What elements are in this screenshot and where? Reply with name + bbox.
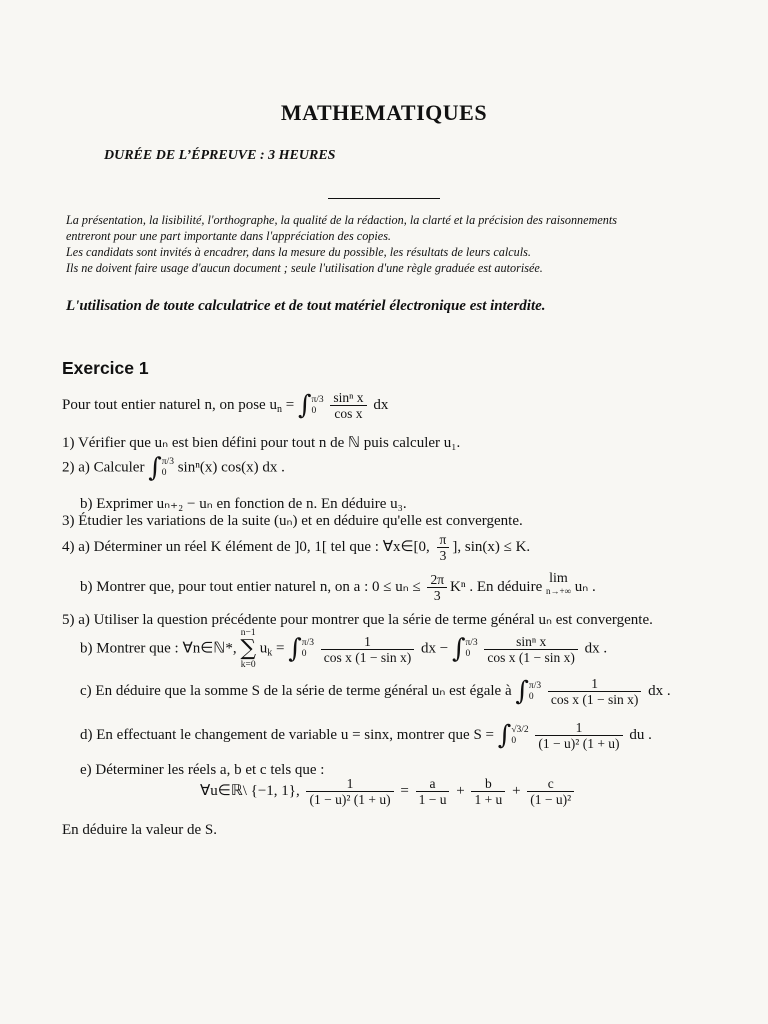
conclusion: En déduire la valeur de S. — [62, 822, 217, 838]
exercise-title: Exercice 1 — [62, 358, 149, 378]
question-5a: 5) a) Utiliser la question précédente pour montrer que la série de terme général uₙ est convergente. — [62, 612, 653, 628]
question-5e: e) Déterminer les réels a, b et c tels que : — [80, 762, 325, 778]
title-divider — [328, 198, 440, 199]
instruction-line: Ils ne doivent faire usage d'aucun document ; seule l'utilisation d'une règle graduée est autorisée. — [66, 261, 543, 275]
question-5d: d) En effectuant le changement de variable u = sinx, montrer que S = ∫√3/2 0 $\frac{1}{\text{(1 − u)² (1 + u)}}$ du . — [80, 720, 652, 751]
instruction-line: Les candidats sont invités à encadrer, dans la mesure du possible, les résultats de leurs calculs. — [66, 245, 531, 259]
exercise-intro: Pour tout entier naturel n, on pose $u_n = \int\pi/3$ 0 $\frac{\text{sinⁿ x}}{\text{cos x}}$ dx — [62, 390, 389, 421]
partial-fraction-equation: ∀u∈ℝ\ {−1, 1}, $\frac{1}{\text{(1 − u)² (1 + u)}}$ = $\frac{a}{1 - u}$ + $\frac{b}{1 + u}$ + $\frac{c}{\text{(1 − u)²}}$ — [200, 776, 577, 807]
question-5c: c) En déduire que la somme S de la série de terme général uₙ est égale à ∫π/3 0 $\frac{1}{\text{cos x (1 − sin x)}}$ dx . — [80, 676, 671, 707]
question-4a: 4) a) Déterminer un réel K élément de ]0, 1[ tel que : ∀x∈[0, $\frac{\pi}{3}$ ], sin(x) ≤ K. — [62, 532, 531, 563]
page-title: MATHEMATIQUES — [280, 100, 488, 125]
instruction-line: La présentation, la lisibilité, l'orthographe, la qualité de la rédaction, la clarté et la précision des raisonnements — [66, 213, 617, 227]
question-2b: b) Exprimer uₙ₊₂ − uₙ en fonction de n. En déduire u₃. — [80, 496, 407, 512]
instructions — [66, 212, 617, 276]
question-5b: b) Montrer que : ∀n∈ℕ*, n−1 ∑ k=0 $u_k = \int\pi/3$ 0 $\frac{1}{\text{cos x (1 − sin x)}}$ dx − ∫π/3 0 $\frac{\text{sinⁿ x}}{\text{cos x (1 − sin x)}}$ dx . — [80, 628, 608, 670]
calculator-warning: L'utilisation de toute calculatrice et de tout matériel électronique est interdite. — [66, 298, 546, 314]
question-4b: b) Montrer que, pour tout entier naturel n, on a : 0 ≤ uₙ ≤ $\frac{2\pi}{3}$ Kⁿ . En déduire lim n→+∞ uₙ . — [80, 571, 596, 603]
question-2a: 2) a) Calculer ∫π/3 0 sinⁿ(x) cos(x) dx . — [62, 453, 285, 483]
question-1: 1) Vérifier que uₙ est bien défini pour tout n de ℕ puis calculer u₁. — [62, 435, 461, 451]
exam-duration: DURÉE DE L’ÉPREUVE : 3 HEURES — [104, 148, 336, 163]
instruction-line: entreront pour une part importante dans l'appréciation des copies. — [66, 229, 391, 243]
question-3: 3) Étudier les variations de la suite (uₙ) et en déduire qu'elle est convergente. — [62, 513, 523, 529]
